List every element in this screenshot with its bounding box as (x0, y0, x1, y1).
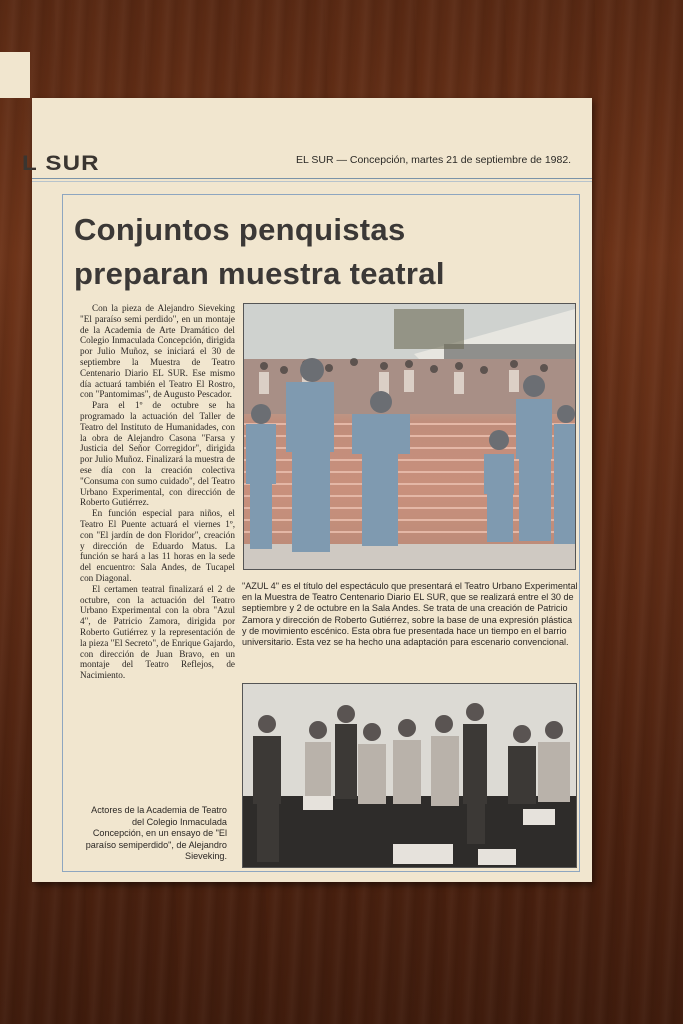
photo-rehearsal (242, 683, 577, 868)
headline-line-1: Conjuntos penquistas (74, 212, 406, 247)
dateline: EL SUR — Concepción, martes 21 de septiembre de 1982. (296, 154, 572, 166)
article-body (80, 303, 235, 681)
photo-caption-rehearsal: Actores de la Academia de Teatro del Colegio Inmaculada Concepción, en un ensayo de "El paraíso semiperdido", de Alejandro Sieveking. (85, 805, 227, 861)
photo-azul-4-illustration (244, 304, 575, 569)
paragraph: Para el 1º de octubre se ha programado la actuación del Taller de Teatro del Instituto de Humanidades, con la obra de Alejandro Casona "Farsa y Justicia del Señor Corregidor", dirigida por Julio Muñoz. Finalizará la muestra de ese día con la creación colectiva "Consuma con sumo cuidado", del Teatro Urbano Experimental, con dirección de Roberto Gutiérrez. (80, 400, 235, 508)
photo-caption-azul-4: "AZUL 4" es el título del espectáculo que presentará el Teatro Urbano Experimental en la Muestra de Teatro Centenario Diario EL SUR, que se realizará entre el 30 de septiembre y 2 de octubre en la Sala Andes. Se trata de una creación de Patricio Zamora y dirección de Roberto Gutiérrez, sobre la base de una expresión plástica y de movimiento escénico. Esta obra fue presentada hace un tiempo en el barrio universitario. Esta vez se ha hecho una adaptación para escenario convencional. (242, 581, 578, 648)
photo-rehearsal-illustration (243, 684, 576, 867)
paragraph: En función especial para niños, el Teatro El Puente actuará el viernes 1º, con "El jardín de don Floridor", creación y dirección de Eduardo Matus. La función se hará a las 11 horas en la sede del encuentro: Sala Andes, de Tucapel con Diagonal. (80, 508, 235, 583)
headline-line-2: preparan muestra teatral (74, 256, 445, 291)
photo-azul-4 (243, 303, 576, 570)
paragraph: Con la pieza de Alejandro Sieveking "El paraíso semi perdido", en un montaje de la Academia de Arte Dramático del Colegio Inmaculada Concepción, dirigida por Julio Muñoz, se iniciará el 30 de septiembre la Muestra de Teatro Centenario Diario EL SUR. Ese mismo día actuará también el Teatro El Rostro, con "Pantomimas", de Augusto Pescador. (80, 303, 235, 400)
clipping-tab (0, 52, 30, 98)
masthead: L SUR (22, 152, 100, 175)
header-rule-secondary (32, 181, 592, 182)
paragraph: El certamen teatral finalizará el 2 de octubre, con la actuación del Teatro Urbano Experimental con la obra "Azul 4", de Patricio Zamora, dirigida por Roberto Gutiérrez y la representación de la pieza "El Secreto", de Enrique Gajardo, con dirección de Juan Bravo, en un montaje del Teatro Reflejos, de Nacimiento. (80, 583, 235, 681)
header-rule (32, 178, 592, 179)
headline (74, 208, 574, 296)
